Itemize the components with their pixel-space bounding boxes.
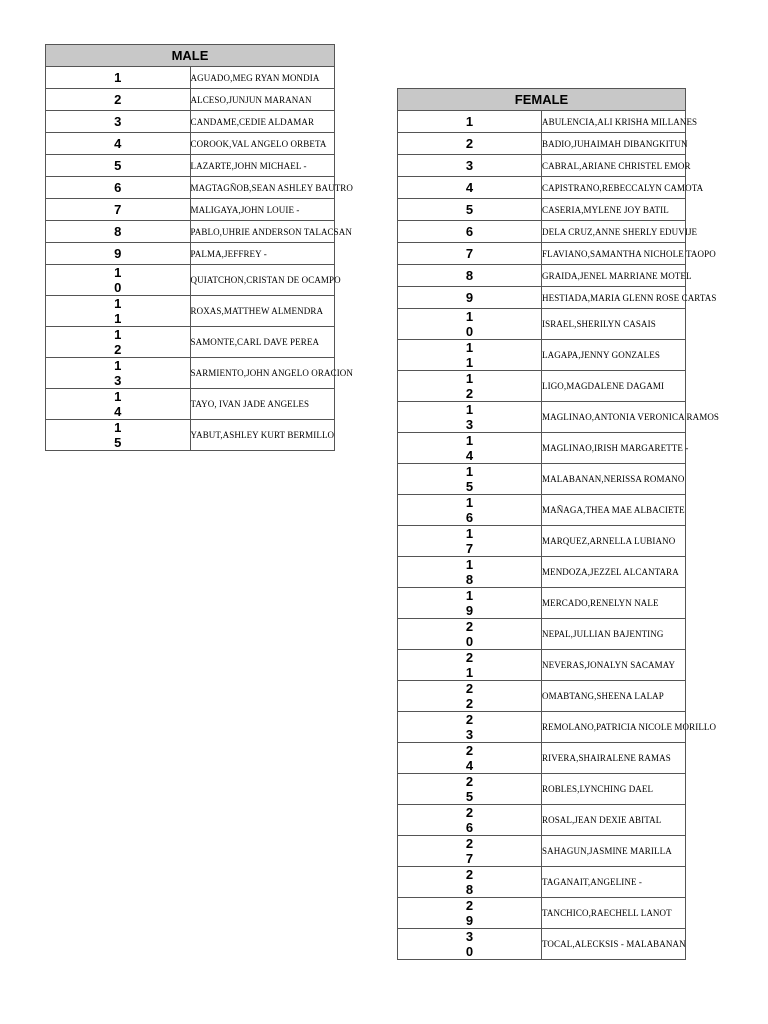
table-row <box>398 111 686 133</box>
student-name: PALMA,JEFFREY - <box>190 243 335 265</box>
student-name: MAGLINAO,IRISH MARGARETTE - <box>542 433 686 464</box>
table-row <box>398 526 686 557</box>
student-name: ROBLES,LYNCHING DAEL <box>542 774 686 805</box>
row-number: 9 <box>398 287 542 309</box>
table-row <box>46 221 335 243</box>
female-table-header: FEMALE <box>398 89 686 111</box>
row-number: 2 5 <box>398 774 542 805</box>
student-name: MENDOZA,JEZZEL ALCANTARA <box>542 557 686 588</box>
row-number: 2 7 <box>398 836 542 867</box>
student-name: GRAIDA,JENEL MARRIANE MOTEL <box>542 265 686 287</box>
male-roster-table <box>45 44 354 451</box>
table-row <box>46 243 335 265</box>
table-row <box>398 898 686 929</box>
row-number: 1 <box>398 111 542 133</box>
table-row <box>398 464 686 495</box>
table-row <box>398 836 686 867</box>
row-number: 1 1 <box>398 340 542 371</box>
student-name: ISRAEL,SHERILYN CASAIS <box>542 309 686 340</box>
table-row <box>46 265 335 296</box>
student-name: CABRAL,ARIANE CHRISTEL EMOR <box>542 155 686 177</box>
row-number: 1 3 <box>398 402 542 433</box>
student-name: REMOLANO,PATRICIA NICOLE MORILLO <box>542 712 686 743</box>
table-row <box>398 371 686 402</box>
row-number: 1 5 <box>46 420 191 451</box>
table-row <box>398 287 686 309</box>
row-number: 7 <box>398 243 542 265</box>
student-name: RIVERA,SHAIRALENE RAMAS <box>542 743 686 774</box>
table-row <box>46 67 335 89</box>
table-row <box>398 774 686 805</box>
row-number: 2 9 <box>398 898 542 929</box>
student-name: TOCAL,ALECKSIS - MALABANAN <box>542 929 686 960</box>
table-row <box>398 309 686 340</box>
student-name: MERCADO,RENELYN NALE <box>542 588 686 619</box>
student-name: SAMONTE,CARL DAVE PEREA <box>190 327 335 358</box>
row-number: 1 9 <box>398 588 542 619</box>
student-name: MARQUEZ,ARNELLA LUBIANO <box>542 526 686 557</box>
row-number: 1 8 <box>398 557 542 588</box>
row-number: 2 1 <box>398 650 542 681</box>
female-table-body <box>398 111 720 960</box>
student-name: QUIATCHON,CRISTAN DE OCAMPO <box>190 265 335 296</box>
table-row <box>398 681 686 712</box>
row-number: 1 5 <box>398 464 542 495</box>
table-row <box>46 89 335 111</box>
row-number: 1 2 <box>46 327 191 358</box>
student-name: ALCESO,JUNJUN MARANAN <box>190 89 335 111</box>
table-row <box>398 402 686 433</box>
row-number: 6 <box>398 221 542 243</box>
table-row <box>46 111 335 133</box>
table-row <box>398 650 686 681</box>
row-number: 9 <box>46 243 191 265</box>
table-row <box>398 133 686 155</box>
row-number: 1 2 <box>398 371 542 402</box>
row-number: 1 0 <box>46 265 191 296</box>
table-row <box>398 743 686 774</box>
table-row <box>398 929 686 960</box>
row-number: 3 <box>46 111 191 133</box>
table-row <box>46 358 335 389</box>
table-row <box>46 155 335 177</box>
table-row <box>398 557 686 588</box>
table-row <box>398 177 686 199</box>
female-roster-table <box>397 88 720 960</box>
male-table-body <box>46 67 354 451</box>
student-name: NEVERAS,JONALYN SACAMAY <box>542 650 686 681</box>
student-name: DELA CRUZ,ANNE SHERLY EDUVIJE <box>542 221 686 243</box>
table-row <box>398 588 686 619</box>
row-number: 7 <box>46 199 191 221</box>
student-name: LAZARTE,JOHN MICHAEL - <box>190 155 335 177</box>
row-number: 1 4 <box>46 389 191 420</box>
student-name: PABLO,UHRIE ANDERSON TALACSAN <box>190 221 335 243</box>
table-row <box>46 327 335 358</box>
student-name: MAGTAGÑOB,SEAN ASHLEY BAUTRO <box>190 177 335 199</box>
row-number: 5 <box>46 155 191 177</box>
row-number: 1 3 <box>46 358 191 389</box>
student-name: SARMIENTO,JOHN ANGELO ORACION <box>190 358 335 389</box>
student-name: MALABANAN,NERISSA ROMANO <box>542 464 686 495</box>
student-name: CASERIA,MYLENE JOY BATIL <box>542 199 686 221</box>
student-name: TAGANAIT,ANGELINE - <box>542 867 686 898</box>
row-number: 1 6 <box>398 495 542 526</box>
student-name: MALIGAYA,JOHN LOUIE - <box>190 199 335 221</box>
table-row <box>398 265 686 287</box>
student-name: CAPISTRANO,REBECCALYN CAMOTA <box>542 177 686 199</box>
student-name: ROSAL,JEAN DEXIE ABITAL <box>542 805 686 836</box>
table-row <box>398 199 686 221</box>
row-number: 1 4 <box>398 433 542 464</box>
table-row <box>46 199 335 221</box>
table-row <box>398 221 686 243</box>
student-name: NEPAL,JULLIAN BAJENTING <box>542 619 686 650</box>
student-name: MAGLINAO,ANTONIA VERONICA RAMOS <box>542 402 686 433</box>
row-number: 4 <box>398 177 542 199</box>
row-number: 2 <box>398 133 542 155</box>
student-name: CANDAME,CEDIE ALDAMAR <box>190 111 335 133</box>
table-row <box>398 712 686 743</box>
table-row <box>398 155 686 177</box>
row-number: 1 <box>46 67 191 89</box>
student-name: TANCHICO,RAECHELL LANOT <box>542 898 686 929</box>
row-number: 8 <box>398 265 542 287</box>
table-row <box>398 805 686 836</box>
row-number: 4 <box>46 133 191 155</box>
row-number: 2 2 <box>398 681 542 712</box>
male-table-header: MALE <box>46 45 335 67</box>
student-name: OMABTANG,SHEENA LALAP <box>542 681 686 712</box>
student-name: COROOK,VAL ANGELO ORBETA <box>190 133 335 155</box>
row-number: 3 <box>398 155 542 177</box>
student-name: HESTIADA,MARIA GLENN ROSE CARTAS <box>542 287 686 309</box>
table-row <box>398 243 686 265</box>
row-number: 6 <box>46 177 191 199</box>
table-row <box>398 867 686 898</box>
table-row <box>46 389 335 420</box>
row-number: 1 1 <box>46 296 191 327</box>
student-name: LAGAPA,JENNY GONZALES <box>542 340 686 371</box>
row-number: 2 0 <box>398 619 542 650</box>
row-number: 5 <box>398 199 542 221</box>
student-name: SAHAGUN,JASMINE MARILLA <box>542 836 686 867</box>
table-row <box>46 296 335 327</box>
student-name: ABULENCIA,ALI KRISHA MILLANES <box>542 111 686 133</box>
student-name: FLAVIANO,SAMANTHA NICHOLE TAOPO <box>542 243 686 265</box>
table-row <box>46 420 335 451</box>
table-row <box>398 340 686 371</box>
row-number: 2 8 <box>398 867 542 898</box>
student-name: ROXAS,MATTHEW ALMENDRA <box>190 296 335 327</box>
row-number: 1 0 <box>398 309 542 340</box>
row-number: 2 3 <box>398 712 542 743</box>
student-name: LIGO,MAGDALENE DAGAMI <box>542 371 686 402</box>
row-number: 8 <box>46 221 191 243</box>
row-number: 3 0 <box>398 929 542 960</box>
table-row <box>398 433 686 464</box>
table-row <box>46 133 335 155</box>
table-row <box>46 177 335 199</box>
table-row <box>398 619 686 650</box>
student-name: YABUT,ASHLEY KURT BERMILLO <box>190 420 335 451</box>
table-row <box>398 495 686 526</box>
student-name: BADIO,JUHAIMAH DIBANGKITUN <box>542 133 686 155</box>
row-number: 2 <box>46 89 191 111</box>
student-name: AGUADO,MEG RYAN MONDIA <box>190 67 335 89</box>
row-number: 2 6 <box>398 805 542 836</box>
row-number: 2 4 <box>398 743 542 774</box>
row-number: 1 7 <box>398 526 542 557</box>
student-name: MAÑAGA,THEA MAE ALBACIETE <box>542 495 686 526</box>
student-name: TAYO, IVAN JADE ANGELES <box>190 389 335 420</box>
